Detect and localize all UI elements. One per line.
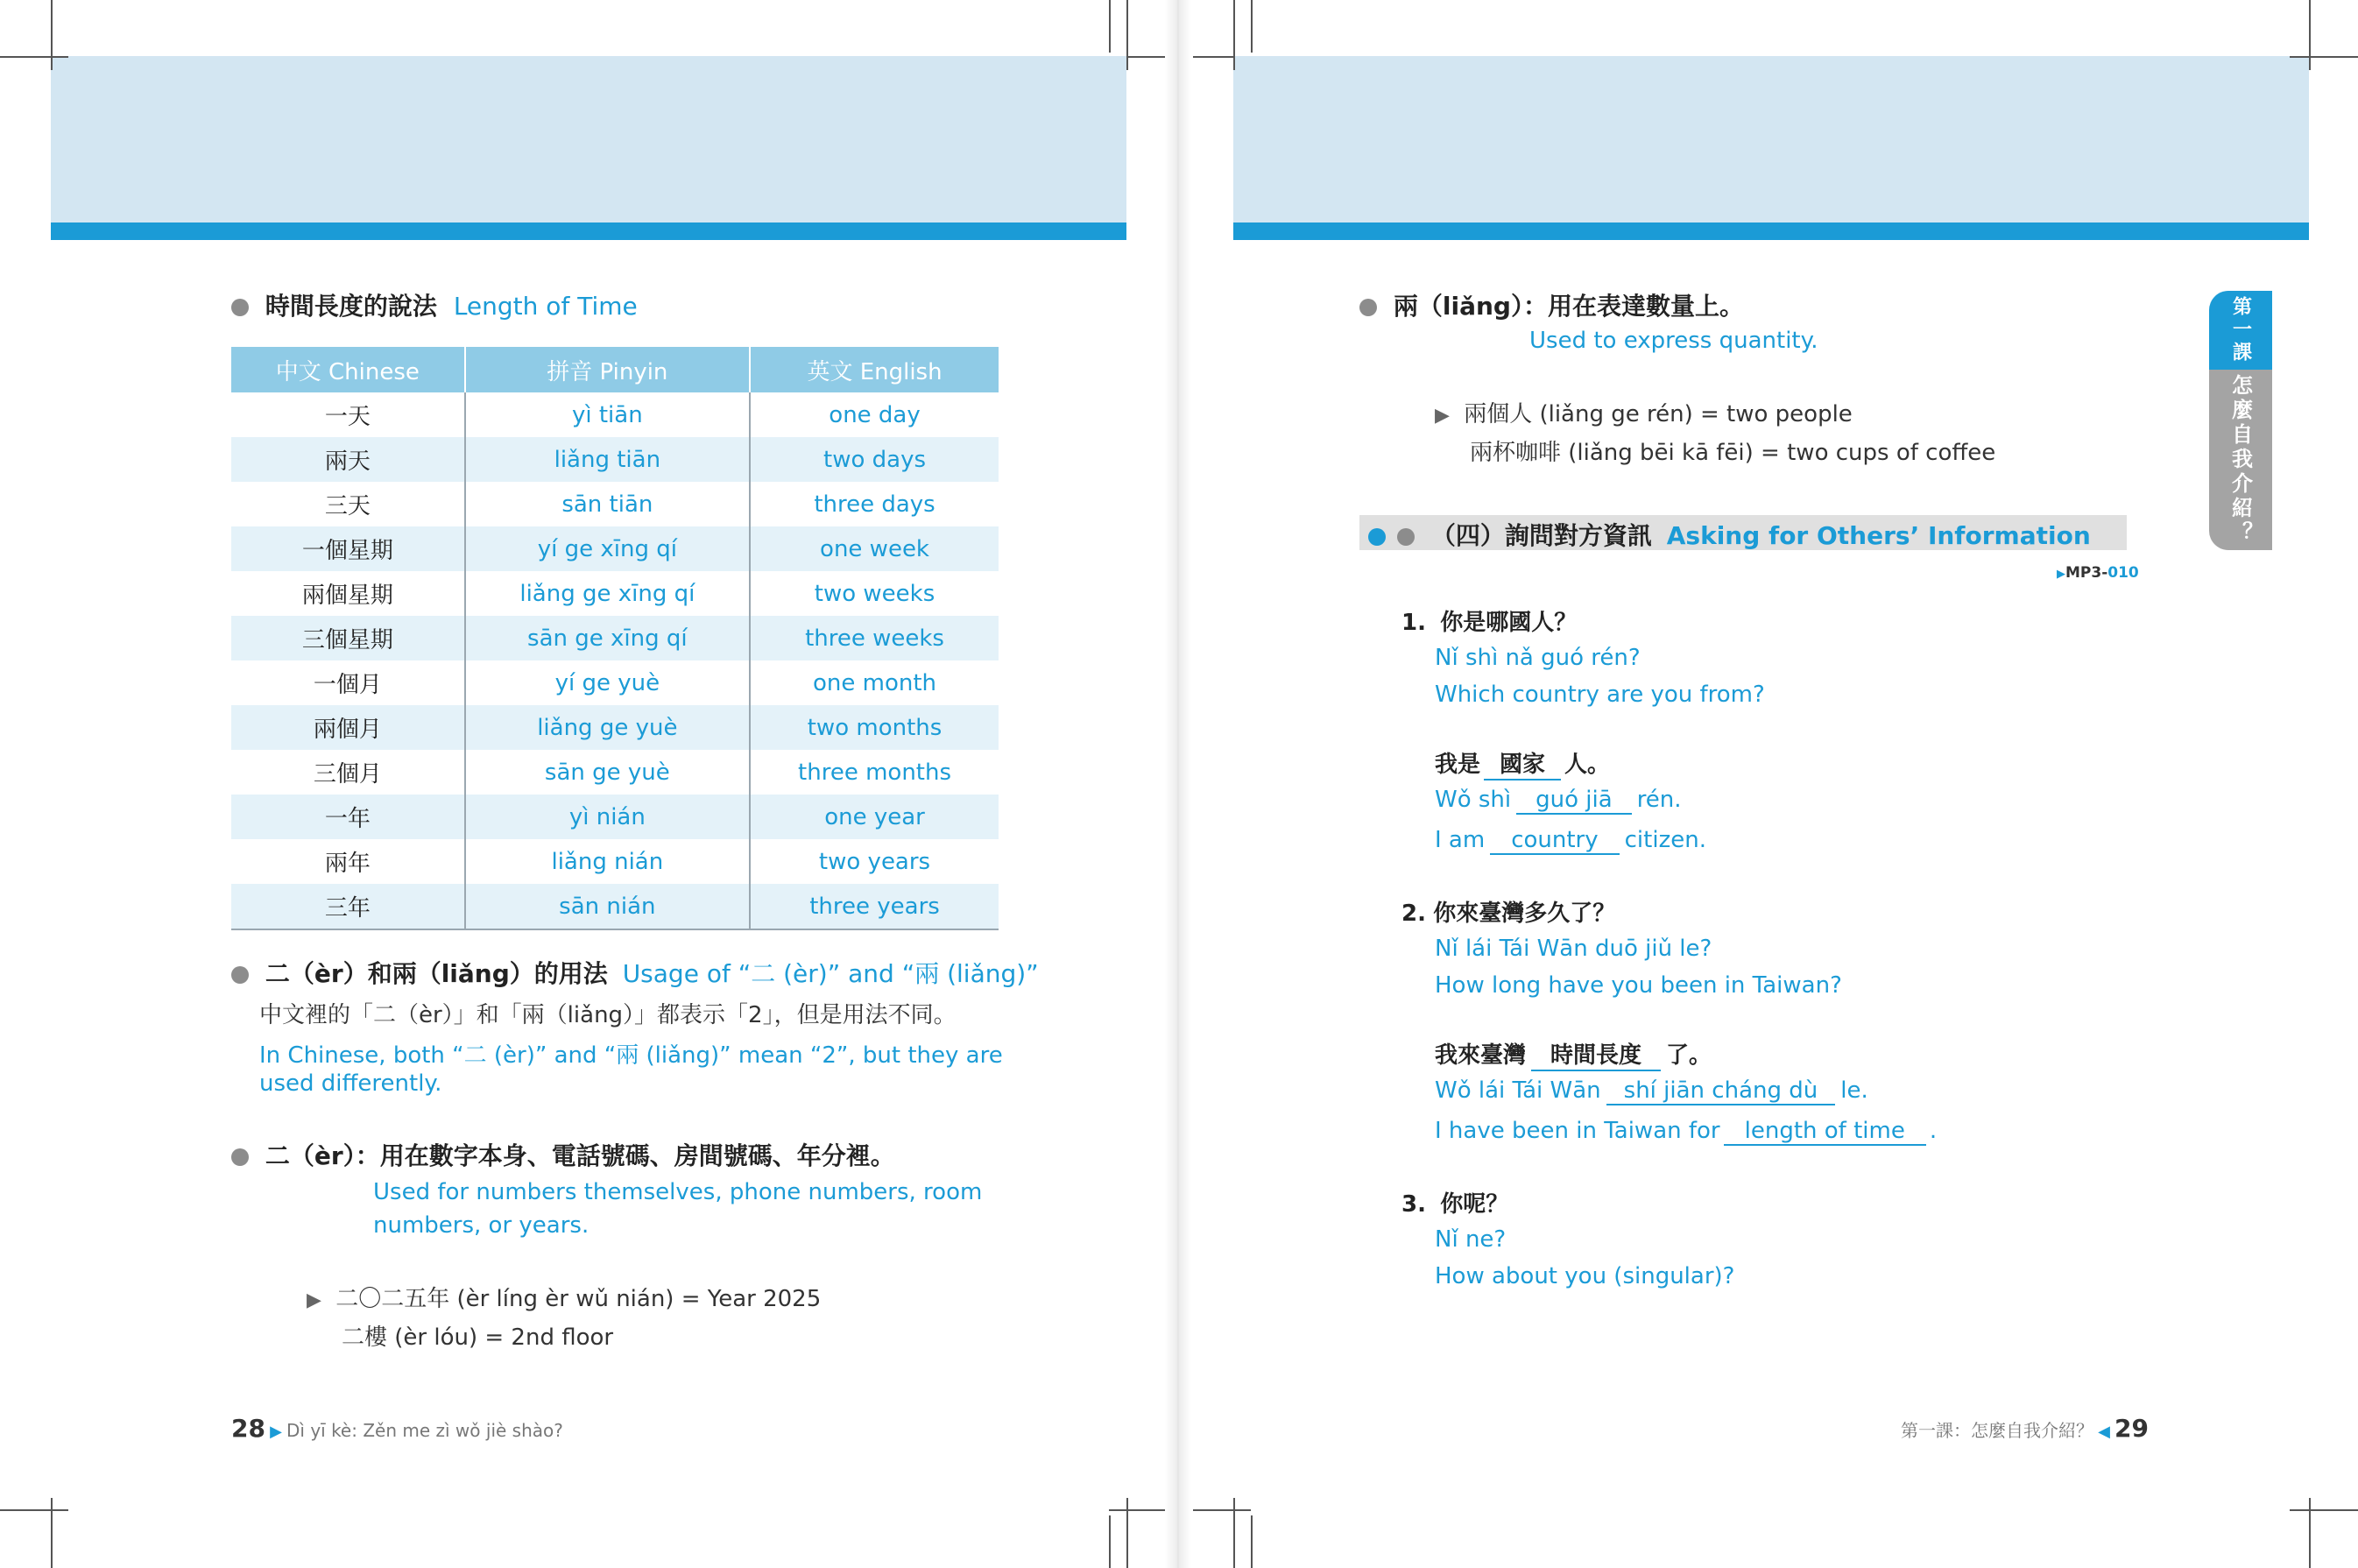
er-example-1-text: 二〇二五年 (èr líng èr wǔ nián) = Year 2025 — [335, 1286, 822, 1312]
chapter-tab-number: 第一課 — [2229, 296, 2252, 364]
section-heading-er — [231, 1137, 895, 1172]
asking-title-zh: （四）詢問對方資訊 — [1430, 521, 1652, 550]
question-3-pinyin: Nǐ ne? — [1435, 1226, 1507, 1253]
footer-text-right: 第一課：怎麼自我介紹？ — [1901, 1420, 2093, 1441]
section-heading-liang — [1359, 287, 1744, 322]
mp3-prefix: MP3- — [2065, 564, 2108, 582]
footer-arrow-icon: ◀ — [2098, 1423, 2110, 1441]
table-cell: yì nián — [465, 795, 750, 839]
question-2-en: How long have you been in Taiwan? — [1435, 972, 1842, 999]
answer-text: . — [1929, 1118, 1938, 1144]
table-cell: three days — [814, 491, 935, 518]
question-1-pinyin: Nǐ shì nǎ guó rén? — [1435, 645, 1641, 671]
table-cell: liǎng ge yuè — [465, 705, 750, 750]
section-title-en: Length of Time — [453, 292, 638, 321]
er-title-zh: 二（èr）：用在數字本身、電話號碼、房間號碼、年分裡。 — [265, 1141, 895, 1170]
section-title-zh: 二（èr）和兩（liǎng）的用法 — [265, 959, 608, 988]
answer-2-pinyin — [1435, 1077, 1868, 1105]
right-header-band — [1233, 56, 2309, 222]
mp3-arrow-icon: ▶ — [2057, 568, 2065, 581]
table-row — [231, 705, 999, 750]
chapter-tab-top — [2209, 291, 2272, 370]
table-cell: yí ge yuè — [465, 660, 750, 705]
table-cell: yì tiān — [465, 392, 750, 437]
table-cell: liǎng ge xīng qí — [465, 571, 750, 616]
liang-example-2: 兩杯咖啡 (liǎng bēi kā fēi) = two cups of coffee — [1470, 440, 1996, 466]
footer-text-left: Dì yī kè: Zěn me zì wǒ jiè shào? — [286, 1420, 563, 1441]
answer-1-en — [1435, 827, 1706, 855]
usage-body-zh: 中文裡的「二（èr）」和「兩（liǎng）」都表示「2」，但是用法不同。 — [259, 1002, 957, 1028]
gray-bullet-icon — [231, 299, 249, 316]
table-cell: 三個星期 — [231, 616, 465, 660]
liang-title-zh: 兩（liǎng）：用在表達數量上。 — [1393, 292, 1744, 321]
gray-bullet-icon — [231, 966, 249, 984]
er-desc-en-1: Used for numbers themselves, phone numbers, room — [373, 1179, 983, 1205]
question-3-en: How about you (singular)? — [1435, 1263, 1735, 1289]
table-header-row — [231, 347, 999, 392]
table-cell: one year — [750, 795, 999, 839]
table-cell: 兩天 — [231, 437, 465, 482]
table-row — [231, 660, 999, 705]
table-cell: one day — [829, 401, 921, 428]
section-title-en: Usage of “二 (èr)” and “兩 (liǎng)” — [622, 959, 1039, 988]
question-text: 你是哪國人？ — [1440, 610, 1578, 636]
table-cell: three weeks — [750, 616, 999, 660]
table-row — [231, 437, 999, 482]
length-of-time-table — [231, 347, 999, 930]
answer-text: 我是 — [1435, 752, 1481, 778]
section-heading-length-of-time — [231, 287, 638, 322]
table-header: 中文 Chinese — [231, 347, 465, 392]
table-row — [231, 482, 999, 526]
page-number-right: 29 — [2114, 1414, 2149, 1443]
table-row — [231, 795, 999, 839]
answer-text: 我來臺灣 — [1435, 1042, 1527, 1069]
table-cell: 三天 — [231, 482, 465, 526]
table-cell: yí ge xīng qí — [465, 526, 750, 571]
section-heading-usage — [231, 955, 1039, 990]
question-number: 1. — [1401, 610, 1426, 636]
liang-example-1 — [1435, 396, 1853, 428]
table-cell: liǎng nián — [465, 839, 750, 884]
chapter-tab-title: 怎麼自我介紹？ — [2227, 374, 2253, 546]
table-cell: sān tiān — [465, 482, 750, 526]
question-text: 你呢？ — [1440, 1191, 1509, 1218]
table-header: 拼音 Pinyin — [465, 347, 750, 392]
liang-desc-en: Used to express quantity. — [1529, 328, 1818, 354]
table-cell: one month — [813, 669, 937, 696]
mp3-track-label[interactable] — [2057, 564, 2139, 582]
answer-text: rén. — [1636, 787, 1682, 813]
answer-text: 了。 — [1666, 1042, 1712, 1069]
question-3-zh — [1401, 1186, 1508, 1218]
usage-body-en-2: used differently. — [259, 1070, 442, 1097]
table-cell: two months — [750, 705, 999, 750]
table-cell: three years — [750, 884, 999, 929]
answer-blank: country — [1490, 827, 1619, 855]
play-arrow-icon: ▶ — [1435, 405, 1450, 427]
answer-text: Wǒ lái Tái Wān — [1435, 1077, 1601, 1104]
answer-blank: length of time — [1724, 1118, 1926, 1146]
question-2-zh — [1401, 895, 1615, 928]
liang-example-1-text: 兩個人 (liǎng ge rén) = two people — [1464, 401, 1853, 427]
table-cell: sān ge yuè — [465, 750, 750, 795]
answer-text: citizen. — [1624, 827, 1706, 853]
page-number-left: 28 — [231, 1414, 265, 1443]
answer-1-zh — [1435, 746, 1610, 780]
table-cell: 一個星期 — [231, 526, 465, 571]
answer-2-zh — [1435, 1037, 1712, 1071]
answer-text: I have been in Taiwan for — [1435, 1118, 1720, 1144]
table-cell: two years — [818, 848, 931, 875]
question-text: 你來臺灣多久了？ — [1433, 901, 1616, 927]
table-row — [231, 839, 999, 884]
question-1-en: Which country are you from? — [1435, 682, 1765, 708]
play-arrow-icon: ▶ — [307, 1289, 321, 1311]
question-number: 3. — [1401, 1191, 1426, 1218]
gray-bullet-icon — [231, 1148, 249, 1166]
right-header-bar — [1233, 222, 2309, 240]
chapter-tab-bottom — [2209, 370, 2272, 550]
er-desc-en-2: numbers, or years. — [373, 1212, 590, 1239]
table-cell: 兩年 — [231, 839, 465, 884]
table-cell: liǎng tiān — [465, 437, 750, 482]
table-cell: sān ge xīng qí — [465, 616, 750, 660]
table-cell: 三年 — [231, 884, 465, 929]
answer-text: 人。 — [1564, 752, 1611, 778]
table-cell: 一個月 — [231, 660, 465, 705]
answer-text: le. — [1840, 1077, 1868, 1104]
answer-text: I am — [1435, 827, 1486, 853]
right-footer — [1901, 1414, 2149, 1443]
mp3-number: 010 — [2107, 564, 2139, 582]
table-cell: 一年 — [231, 795, 465, 839]
section-title-zh: 時間長度的說法 — [265, 292, 437, 321]
gray-bullet-icon — [1359, 299, 1377, 316]
answer-blank: 國家 — [1484, 746, 1561, 780]
left-footer — [231, 1414, 563, 1443]
er-example-2: 二樓 (èr lóu) = 2nd floor — [342, 1324, 614, 1351]
table-row — [231, 616, 999, 660]
table-cell: 三個月 — [231, 750, 465, 795]
answer-blank: guó jiā — [1516, 787, 1632, 815]
table-row — [231, 571, 999, 616]
question-2-pinyin: Nǐ lái Tái Wān duō jiǔ le? — [1435, 936, 1712, 962]
blue-bullet-icon — [1368, 528, 1386, 546]
asking-title-en: Asking for Others’ Information — [1666, 521, 2091, 550]
question-number: 2. — [1401, 901, 1426, 927]
book-gutter — [1165, 0, 1191, 1568]
question-1-zh — [1401, 604, 1577, 637]
table-cell: two weeks — [814, 580, 935, 607]
table-cell: sān nián — [465, 884, 750, 929]
gray-bullet-icon — [1397, 528, 1415, 546]
left-header-band — [51, 56, 1126, 222]
table-cell: one week — [750, 526, 999, 571]
answer-2-en — [1435, 1118, 1937, 1146]
answer-blank: 時間長度 — [1531, 1037, 1661, 1071]
table-cell: 兩個星期 — [231, 571, 465, 616]
answer-1-pinyin — [1435, 787, 1682, 815]
table-cell: three months — [798, 759, 952, 786]
table-row — [231, 884, 999, 929]
footer-arrow-icon: ▶ — [270, 1423, 282, 1441]
answer-text: Wǒ shì — [1435, 787, 1512, 813]
table-cell: 一天 — [231, 392, 465, 437]
answer-blank: shí jiān cháng dù — [1606, 1077, 1836, 1105]
section-heading-asking — [1368, 517, 2091, 552]
table-cell: 兩個月 — [231, 705, 465, 750]
usage-body-en-1: In Chinese, both “二 (èr)” and “兩 (liǎng)” mean “2”, but they are — [259, 1042, 1003, 1069]
chapter-tab[interactable] — [2209, 291, 2272, 550]
table-row — [231, 392, 999, 437]
table-cell: two days — [750, 437, 999, 482]
table-header: 英文 English — [750, 347, 999, 392]
table-row — [231, 526, 999, 571]
table-row — [231, 750, 999, 795]
er-example-1 — [307, 1281, 821, 1313]
left-header-bar — [51, 222, 1126, 240]
